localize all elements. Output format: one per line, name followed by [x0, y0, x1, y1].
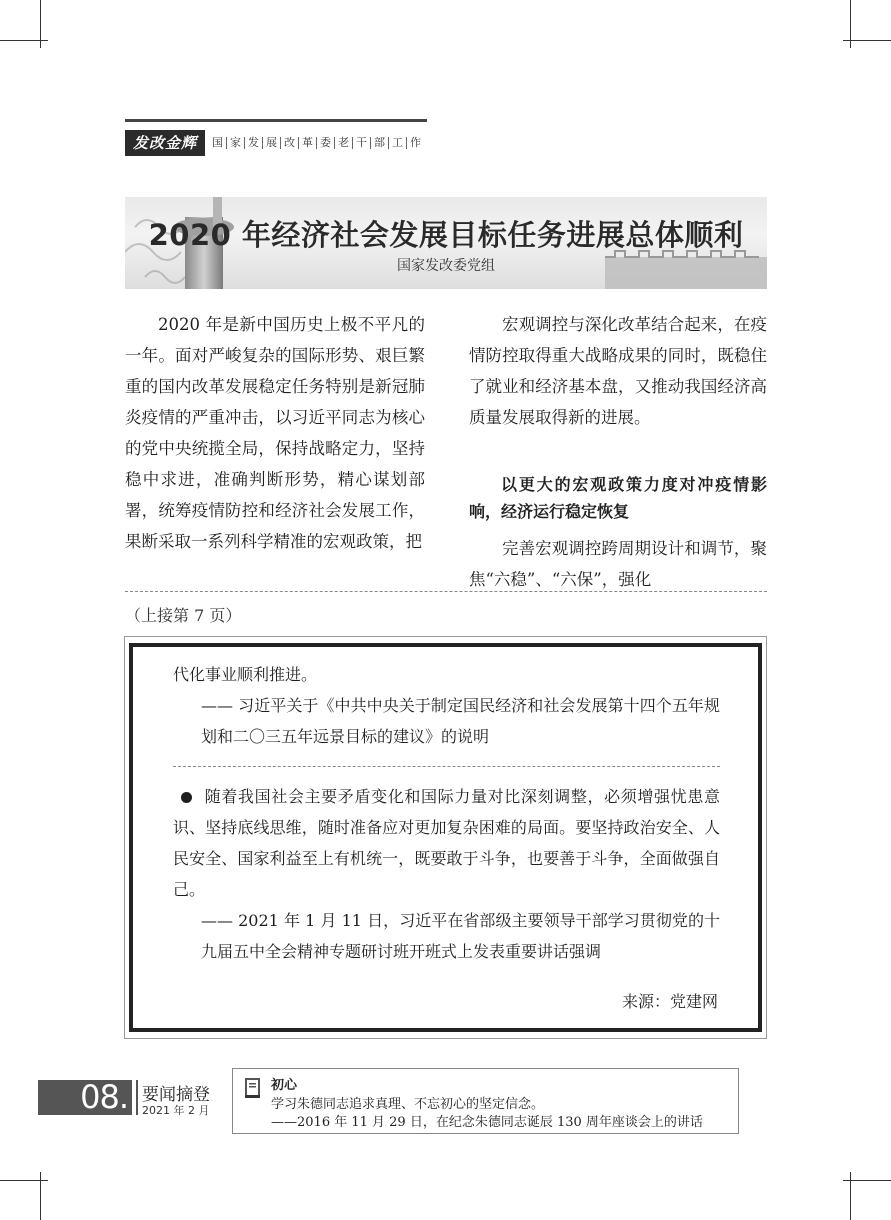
crop-mark: [0, 1180, 48, 1181]
crop-mark: [843, 1180, 891, 1181]
header-rule: [125, 119, 427, 122]
footer-box-text: 学习朱德同志追求真理、不忘初心的坚定信念。: [271, 1097, 545, 1112]
quote-text: 代化事业顺利推进。: [173, 665, 318, 684]
issue-date: 2021 年 2 月: [142, 1104, 210, 1117]
article-paragraph: 完善宏观调控跨周期设计和调节，聚焦“六稳”、“六保”，强化: [469, 539, 767, 589]
article-banner: [125, 197, 767, 289]
quote-text: 随着我国社会主要矛盾变化和国际力量对比深刻调整，必须增强忧患意识、坚持底线思维，随时准备应对更加复杂困难的局面。要坚持政治安全、人民安全、国家利益至上有机统一，既要敢于斗争，也要善于斗争，全面做强自己。: [173, 787, 720, 899]
header-category: 国: [212, 137, 227, 149]
article-subheading: 以更大的宏观政策力度对冲疫情影响，经济运行稳定恢复: [469, 475, 767, 521]
quote-source: 来源：党建网: [621, 992, 718, 1011]
article-paragraph: 2020 年是新中国历史上极不平凡的一年。面对严峻复杂的国际形势、艰巨繁重的国内改革发展稳定任务特别是新冠肺炎疫情的严重冲击，以习近平同志为核心的党中央统揽全局，保持战略定力，坚持稳中求进，准确判断形势，精心谋划部署，统筹疫情防控和经济社会发展工作，果断采取一系列科学精准的宏观政策，把: [125, 315, 425, 551]
page-number: 08.: [38, 1080, 132, 1115]
crop-mark: [0, 40, 48, 41]
header-category: 改: [281, 137, 299, 149]
footer-quote-box: [232, 1068, 739, 1134]
column-brand: 发改金辉: [125, 130, 205, 156]
quote-block-2: [173, 781, 720, 967]
header-category: 工: [389, 137, 407, 149]
header-category-list: [212, 130, 424, 156]
continued-note: （上接第 7 页）: [125, 606, 242, 625]
header-category: 革: [299, 137, 317, 149]
header-category: 干: [353, 137, 371, 149]
bullet-icon: [181, 792, 192, 803]
section-name: 要闻摘登: [142, 1085, 210, 1105]
header-category: 展: [263, 137, 281, 149]
article-column-left: [125, 309, 425, 557]
article-author: 国家发改委党组: [397, 258, 495, 274]
book-icon: [243, 1077, 263, 1099]
header-category: 作: [410, 136, 421, 149]
article-paragraph: 宏观调控与深化改革结合起来，在疫情防控取得重大战略成果的同时，既稳住了就业和经济基本盘，又推动我国经济高质量发展取得新的进展。: [469, 315, 767, 427]
article-column-right: [469, 309, 767, 595]
header-category: 委: [317, 137, 335, 149]
crop-mark: [843, 40, 891, 41]
header-category: 老: [335, 137, 353, 149]
header-category: 家: [227, 137, 245, 149]
quote-box: [129, 643, 762, 1032]
footer-box-title: 初心: [271, 1078, 298, 1093]
header-category: 部: [371, 137, 389, 149]
quote-attribution: —— 习近平关于《中共中央关于制定国民经济和社会发展第十四个五年规划和二〇三五年远景目标的建议》的说明: [201, 696, 720, 746]
quote-attribution: —— 2021 年 1 月 11 日，习近平在省部级主要领导干部学习贯彻党的十九届五中全会精神专题研讨班开班式上发表重要讲话强调: [201, 911, 720, 961]
quote-block-1: [173, 659, 720, 752]
header-category: 发: [245, 137, 263, 149]
article-title: 2020 年经济社会发展目标任务进展总体顺利: [148, 218, 744, 252]
section-divider: [125, 591, 767, 592]
footer-divider: [136, 1080, 138, 1115]
quote-divider: [173, 766, 720, 767]
footer-box-attribution: ——2016 年 11 月 29 日，在纪念朱德同志诞辰 130 周年座谈会上的讲话: [271, 1115, 703, 1130]
